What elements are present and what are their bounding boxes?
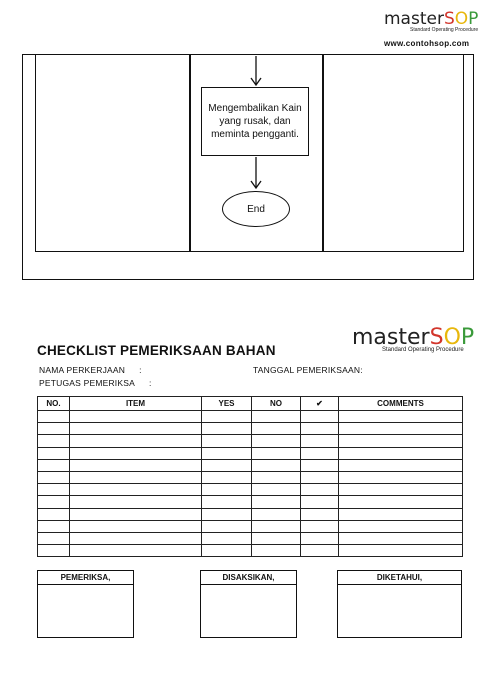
cell-item[interactable] <box>70 447 202 459</box>
cell-item[interactable] <box>70 471 202 483</box>
cell-check[interactable] <box>301 447 339 459</box>
cell-no-answer[interactable] <box>252 520 301 532</box>
brand-logo-top <box>384 11 478 48</box>
brand-o-letter: O <box>443 325 461 350</box>
cell-check[interactable] <box>301 520 339 532</box>
cell-no[interactable] <box>38 471 70 483</box>
cell-no-answer[interactable] <box>252 423 301 435</box>
cell-comments[interactable] <box>339 520 463 532</box>
signature-label-inspector: PEMERIKSA, <box>37 570 134 585</box>
brand-master-text: master <box>384 9 444 29</box>
cell-item[interactable] <box>70 520 202 532</box>
table-row <box>38 435 463 447</box>
cell-no[interactable] <box>38 459 70 471</box>
job-name-label: NAMA PERKERJAAN <box>39 365 126 375</box>
brand-o-letter: O <box>454 9 469 29</box>
column-header-no-answer: NO <box>252 397 301 411</box>
brand-master-text: master <box>352 325 430 350</box>
cell-no[interactable] <box>38 496 70 508</box>
cell-comments[interactable] <box>339 435 463 447</box>
cell-no[interactable] <box>38 532 70 544</box>
signature-label-acknowledged: DIKETAHUI, <box>337 570 462 585</box>
cell-no[interactable] <box>38 411 70 423</box>
signature-box-acknowledged <box>337 570 462 638</box>
swimlane-divider <box>322 54 324 252</box>
cell-no-answer[interactable] <box>252 471 301 483</box>
brand-wordmark <box>384 11 478 28</box>
cell-check[interactable] <box>301 435 339 447</box>
cell-no-answer[interactable] <box>252 435 301 447</box>
job-name-field <box>39 365 142 375</box>
checklist-title: CHECKLIST PEMERIKSAAN BAHAN <box>37 343 276 358</box>
column-header-item: ITEM <box>70 397 202 411</box>
cell-check[interactable] <box>301 496 339 508</box>
cell-comments[interactable] <box>339 545 463 557</box>
cell-check[interactable] <box>301 471 339 483</box>
cell-yes[interactable] <box>202 508 252 520</box>
inspector-field <box>39 378 152 388</box>
cell-yes[interactable] <box>202 484 252 496</box>
cell-no-answer[interactable] <box>252 496 301 508</box>
column-header-no: NO. <box>38 397 70 411</box>
process-step-text: Mengembalikan Kain yang rusak, dan meminta pengganti. <box>208 103 302 140</box>
cell-yes[interactable] <box>202 471 252 483</box>
end-terminator <box>222 191 290 227</box>
cell-check[interactable] <box>301 423 339 435</box>
table-row <box>38 532 463 544</box>
cell-no[interactable] <box>38 435 70 447</box>
cell-no-answer[interactable] <box>252 459 301 471</box>
cell-yes[interactable] <box>202 520 252 532</box>
column-header-yes: YES <box>202 397 252 411</box>
table-row <box>38 496 463 508</box>
date-label: TANGGAL PEMERIKSAAN: <box>253 365 363 375</box>
column-header-checkmark: ✔ <box>301 397 339 411</box>
cell-yes[interactable] <box>202 496 252 508</box>
table-row <box>38 484 463 496</box>
cell-yes[interactable] <box>202 459 252 471</box>
cell-yes[interactable] <box>202 435 252 447</box>
signature-area[interactable] <box>37 585 134 638</box>
cell-yes[interactable] <box>202 447 252 459</box>
cell-yes[interactable] <box>202 545 252 557</box>
field-colon: : <box>139 365 142 375</box>
cell-item[interactable] <box>70 532 202 544</box>
brand-s-letter: S <box>429 325 444 350</box>
cell-item[interactable] <box>70 484 202 496</box>
cell-yes[interactable] <box>202 532 252 544</box>
cell-comments[interactable] <box>339 532 463 544</box>
cell-no-answer[interactable] <box>252 545 301 557</box>
end-label: End <box>247 203 265 215</box>
cell-comments[interactable] <box>339 471 463 483</box>
signature-box-inspector <box>37 570 134 638</box>
cell-item[interactable] <box>70 411 202 423</box>
cell-check[interactable] <box>301 484 339 496</box>
cell-item[interactable] <box>70 435 202 447</box>
table-row <box>38 508 463 520</box>
cell-item[interactable] <box>70 508 202 520</box>
table-row <box>38 411 463 423</box>
table-row <box>38 459 463 471</box>
cell-comments[interactable] <box>339 496 463 508</box>
brand-s-letter: S <box>443 9 455 29</box>
brand-wordmark <box>352 327 474 349</box>
cell-check[interactable] <box>301 532 339 544</box>
checklist-table <box>37 396 463 557</box>
brand-tagline: Standard Operating Procedure <box>382 347 464 353</box>
cell-no[interactable] <box>38 423 70 435</box>
process-step-box <box>201 87 309 156</box>
cell-comments[interactable] <box>339 508 463 520</box>
date-field <box>253 365 363 375</box>
cell-no-answer[interactable] <box>252 532 301 544</box>
cell-item[interactable] <box>70 459 202 471</box>
cell-yes[interactable] <box>202 423 252 435</box>
website-url: www.contohsop.com <box>384 39 470 48</box>
cell-item[interactable] <box>70 496 202 508</box>
arrow-down-icon <box>248 157 264 191</box>
swimlane-divider <box>189 54 191 252</box>
table-row <box>38 520 463 532</box>
cell-no[interactable] <box>38 484 70 496</box>
cell-comments[interactable] <box>339 411 463 423</box>
table-row <box>38 423 463 435</box>
brand-tagline: Standard Operating Procedure <box>410 27 479 33</box>
cell-no[interactable] <box>38 520 70 532</box>
field-colon: : <box>148 378 152 388</box>
brand-p-letter: P <box>460 325 475 350</box>
table-row <box>38 447 463 459</box>
column-header-comments: COMMENTS <box>339 397 463 411</box>
signature-area[interactable] <box>337 585 462 638</box>
cell-comments[interactable] <box>339 447 463 459</box>
cell-no[interactable] <box>38 447 70 459</box>
cell-check[interactable] <box>301 411 339 423</box>
cell-check[interactable] <box>301 459 339 471</box>
cell-check[interactable] <box>301 508 339 520</box>
cell-no-answer[interactable] <box>252 411 301 423</box>
cell-comments[interactable] <box>339 459 463 471</box>
cell-no-answer[interactable] <box>252 484 301 496</box>
cell-comments[interactable] <box>339 484 463 496</box>
cell-yes[interactable] <box>202 411 252 423</box>
cell-no-answer[interactable] <box>252 447 301 459</box>
signature-area[interactable] <box>200 585 297 638</box>
checklist-table-body <box>38 411 463 557</box>
signature-label-witness: DISAKSIKAN, <box>200 570 297 585</box>
cell-no[interactable] <box>38 545 70 557</box>
cell-no[interactable] <box>38 508 70 520</box>
arrow-down-icon <box>248 54 264 88</box>
table-header-row <box>38 397 463 411</box>
cell-check[interactable] <box>301 545 339 557</box>
cell-comments[interactable] <box>339 423 463 435</box>
table-row <box>38 545 463 557</box>
cell-item[interactable] <box>70 423 202 435</box>
cell-item[interactable] <box>70 545 202 557</box>
brand-logo-checklist <box>352 327 474 353</box>
inspector-label: PETUGAS PEMERIKSA <box>39 378 135 388</box>
signature-box-witness <box>200 570 297 638</box>
cell-no-answer[interactable] <box>252 508 301 520</box>
brand-p-letter: P <box>468 9 479 29</box>
table-row <box>38 471 463 483</box>
